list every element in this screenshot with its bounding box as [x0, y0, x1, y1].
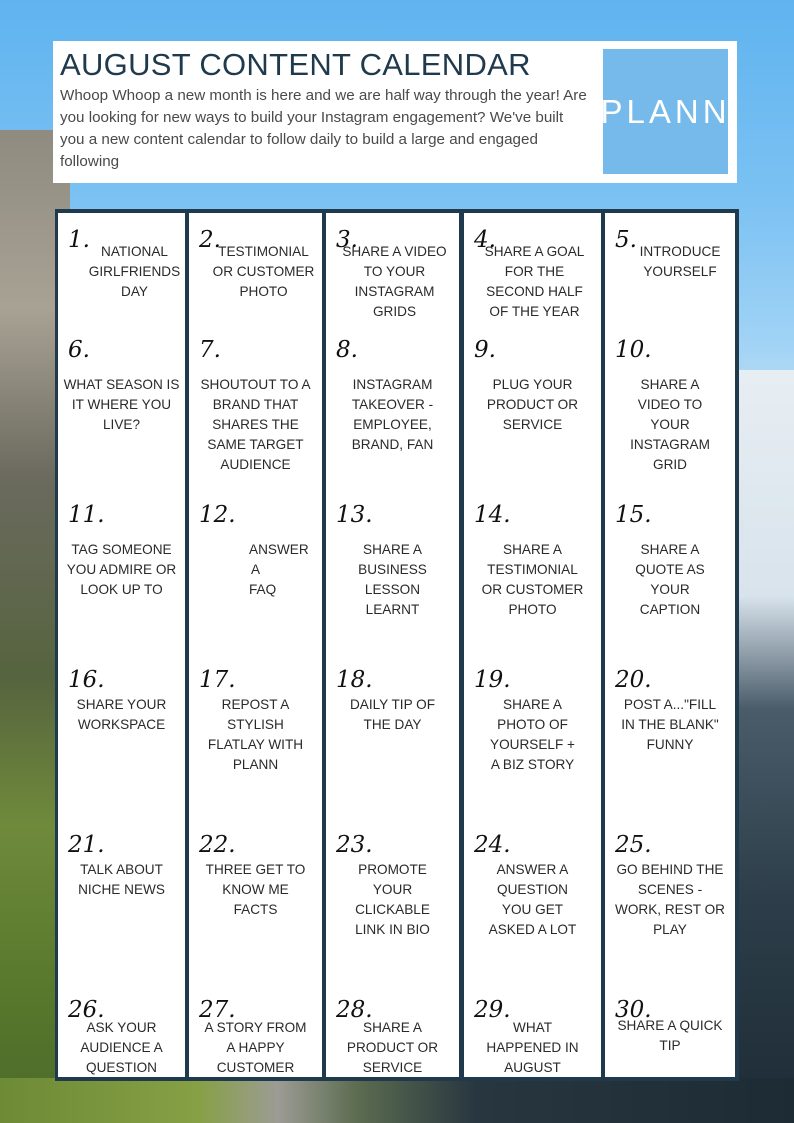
day-cell	[58, 653, 185, 818]
day-cell	[464, 818, 601, 983]
day-cell	[326, 323, 459, 488]
day-number: 12.	[199, 502, 236, 528]
page-title: AUGUST CONTENT CALENDAR	[60, 47, 531, 82]
day-cell	[605, 488, 735, 653]
calendar-column-1	[58, 213, 185, 1077]
day-task: TALK ABOUT NICHE NEWS	[78, 862, 165, 897]
day-number: 30.	[615, 997, 652, 1023]
day-task: PROMOTE YOUR CLICKABLE LINK IN BIO	[355, 862, 430, 937]
day-cell	[189, 653, 322, 818]
day-number: 7.	[199, 337, 221, 363]
day-number: 22.	[199, 832, 236, 858]
day-task: PLUG YOUR PRODUCT OR SERVICE	[486, 377, 579, 432]
day-number: 3.	[336, 227, 358, 253]
day-cell	[326, 488, 459, 653]
day-task: INSTAGRAM TAKEOVER - EMPLOYEE, BRAND, FAN	[351, 377, 434, 452]
day-task: WHAT HAPPENED IN AUGUST	[486, 1020, 579, 1075]
day-number: 4.	[474, 227, 496, 253]
day-cell	[58, 818, 185, 983]
day-task: NATIONAL GIRLFRIENDS DAY	[88, 244, 181, 299]
day-cell	[464, 323, 601, 488]
day-task: SHARE A TESTIMONIAL OR CUSTOMER PHOTO	[481, 542, 584, 617]
day-number: 5.	[615, 227, 637, 253]
day-cell	[464, 488, 601, 653]
day-number: 8.	[336, 337, 358, 363]
day-cell	[605, 653, 735, 818]
day-number: 6.	[68, 337, 90, 363]
day-task: ASK YOUR AUDIENCE A QUESTION	[80, 1020, 163, 1075]
day-cell	[58, 323, 185, 488]
day-task: SHARE A PRODUCT OR SERVICE	[346, 1020, 439, 1075]
day-cell	[326, 653, 459, 818]
day-number: 13.	[336, 502, 373, 528]
day-number: 2.	[199, 227, 221, 253]
day-task: SHARE A QUICK TIP	[617, 1018, 723, 1053]
day-task: SHARE A VIDEO TO YOUR INSTAGRAM GRIDS	[342, 244, 447, 319]
day-task: TAG SOMEONE YOU ADMIRE OR LOOK UP TO	[66, 542, 177, 597]
intro-paragraph: Whoop Whoop a new month is here and we are half way through the year! Are you looking for new ways to build your Instagram engagement? We've built you a new content calendar to follow daily to build a large and engaged following	[60, 87, 587, 170]
day-number: 11.	[68, 502, 105, 528]
day-task: DAILY TIP OF THE DAY	[349, 697, 436, 732]
day-task: TESTIMONIAL OR CUSTOMER PHOTO	[212, 244, 315, 299]
day-task: WHAT SEASON IS IT WHERE YOU LIVE?	[63, 377, 180, 432]
logo-text: PLANN	[600, 92, 731, 130]
day-task: SHARE A VIDEO TO YOUR INSTAGRAM GRID	[630, 377, 710, 472]
day-number: 20.	[615, 667, 652, 693]
day-cell	[326, 983, 459, 1077]
day-cell	[326, 818, 459, 983]
day-number: 26.	[68, 997, 105, 1023]
day-cell	[464, 983, 601, 1077]
day-number: 23.	[336, 832, 373, 858]
day-cell	[605, 818, 735, 983]
day-task: REPOST A STYLISH FLATLAY WITH PLANN	[207, 697, 304, 772]
background-clouds-right	[734, 370, 794, 1123]
calendar-column-2	[189, 213, 322, 1077]
background-foliage-bottom	[0, 1078, 794, 1123]
day-task: SHOUTOUT TO A BRAND THAT SHARES THE SAME TARGET AUDIENCE	[200, 377, 311, 472]
day-number: 28.	[336, 997, 373, 1023]
day-number: 19.	[474, 667, 511, 693]
day-cell	[605, 983, 735, 1077]
calendar-column-3	[326, 213, 459, 1077]
day-number: 14.	[474, 502, 511, 528]
day-task: SHARE A GOAL FOR THE SECOND HALF OF THE YEAR	[484, 244, 585, 319]
calendar-column-5	[605, 213, 735, 1077]
day-cell	[58, 488, 185, 653]
day-number: 29.	[474, 997, 511, 1023]
day-number: 1.	[68, 227, 90, 253]
day-cell	[605, 323, 735, 488]
day-task: THREE GET TO KNOW ME FACTS	[205, 862, 306, 917]
day-task: SHARE A QUOTE AS YOUR CAPTION	[635, 542, 705, 617]
day-task: ANSWER A FAQ	[249, 542, 309, 597]
day-task: ANSWER A QUESTION YOU GET ASKED A LOT	[488, 862, 577, 937]
plann-logo	[600, 49, 731, 174]
day-number: 17.	[199, 667, 236, 693]
day-number: 15.	[615, 502, 652, 528]
day-task: A STORY FROM A HAPPY CUSTOMER	[204, 1020, 307, 1075]
calendar-grid	[55, 209, 739, 1081]
day-number: 25.	[615, 832, 652, 858]
day-number: 16.	[68, 667, 105, 693]
day-cell	[189, 818, 322, 983]
calendar-column-4	[464, 213, 601, 1077]
day-number: 9.	[474, 337, 496, 363]
day-task: SHARE A PHOTO OF YOURSELF + A BIZ STORY	[490, 697, 575, 772]
day-cell	[58, 983, 185, 1077]
day-number: 21.	[68, 832, 105, 858]
day-task: GO BEHIND THE SCENES - WORK, REST OR PLAY	[614, 862, 726, 937]
day-cell	[189, 323, 322, 488]
day-cell	[189, 488, 322, 653]
day-task: INTRODUCE YOURSELF	[639, 244, 721, 279]
day-task: POST A..."FILL IN THE BLANK" FUNNY	[621, 697, 719, 752]
day-cell	[189, 983, 322, 1077]
day-number: 27.	[199, 997, 236, 1023]
day-number: 24.	[474, 832, 511, 858]
day-task: SHARE A BUSINESS LESSON LEARNT	[358, 542, 427, 617]
day-number: 18.	[336, 667, 373, 693]
day-task: SHARE YOUR WORKSPACE	[76, 697, 167, 732]
day-number: 10.	[615, 337, 652, 363]
header-panel	[53, 41, 737, 183]
day-cell	[464, 653, 601, 818]
